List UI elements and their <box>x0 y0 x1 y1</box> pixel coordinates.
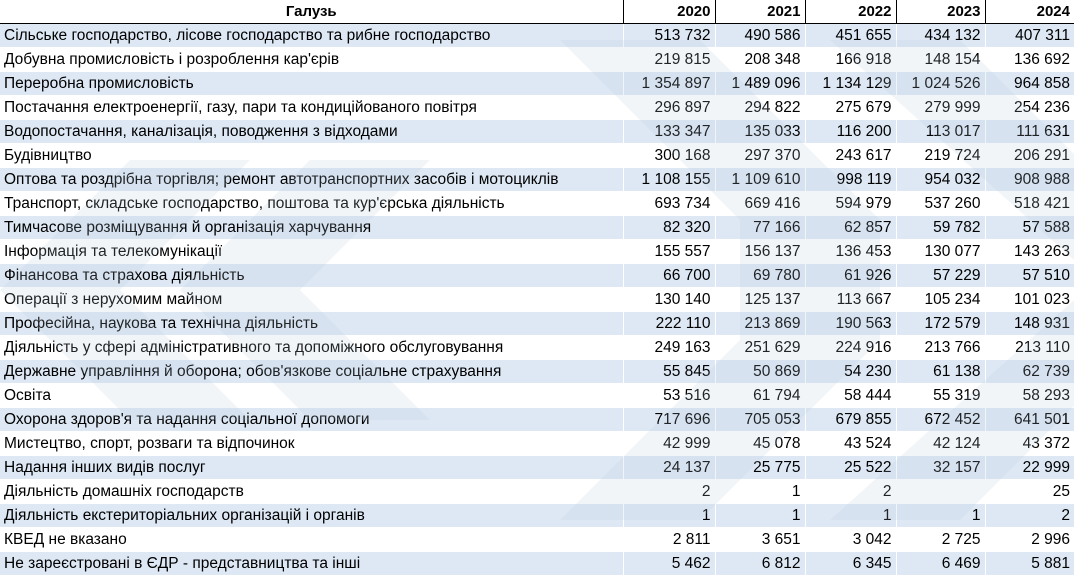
table-row <box>0 240 1074 264</box>
industry-name-cell: Не зареєстровані в ЄДР - представництва та інші <box>0 552 623 576</box>
value-cell-2022: 2 <box>805 480 896 504</box>
value-cell-2023: 219 724 <box>896 144 985 168</box>
value-cell-2024: 908 988 <box>985 168 1074 192</box>
value-cell-2024: 148 931 <box>985 312 1074 336</box>
value-cell-2020: 82 320 <box>623 216 715 240</box>
value-cell-2023: 57 229 <box>896 264 985 288</box>
value-cell-2023: 537 260 <box>896 192 985 216</box>
value-cell-2024: 964 858 <box>985 72 1074 96</box>
table-row <box>0 360 1074 384</box>
table-row <box>0 408 1074 432</box>
value-cell-2020: 296 897 <box>623 96 715 120</box>
value-cell-2020: 1 <box>623 504 715 528</box>
value-cell-2022: 998 119 <box>805 168 896 192</box>
value-cell-2021: 490 586 <box>715 24 805 48</box>
table-row <box>0 264 1074 288</box>
value-cell-2022: 190 563 <box>805 312 896 336</box>
table-body <box>0 24 1074 576</box>
header-row <box>0 0 1074 24</box>
value-cell-2021: 61 794 <box>715 384 805 408</box>
value-cell-2022: 1 <box>805 504 896 528</box>
table-row <box>0 528 1074 552</box>
table-row <box>0 48 1074 72</box>
value-cell-2021: 77 166 <box>715 216 805 240</box>
value-cell-2023: 434 132 <box>896 24 985 48</box>
table-row <box>0 288 1074 312</box>
value-cell-2021: 156 137 <box>715 240 805 264</box>
table-row <box>0 480 1074 504</box>
industry-name-cell: Професійна, наукова та технічна діяльність <box>0 312 623 336</box>
value-cell-2023: 148 154 <box>896 48 985 72</box>
industry-name-cell: Операції з нерухомим майном <box>0 288 623 312</box>
value-cell-2024: 254 236 <box>985 96 1074 120</box>
industry-name-cell: Переробна промисловість <box>0 72 623 96</box>
table-row <box>0 336 1074 360</box>
value-cell-2022: 136 453 <box>805 240 896 264</box>
value-cell-2024: 43 372 <box>985 432 1074 456</box>
industry-name-cell: Діяльність екстериторіальних організацій і органів <box>0 504 623 528</box>
value-cell-2022: 116 200 <box>805 120 896 144</box>
value-cell-2024: 111 631 <box>985 120 1074 144</box>
value-cell-2021: 669 416 <box>715 192 805 216</box>
value-cell-2024: 213 110 <box>985 336 1074 360</box>
value-cell-2023: 55 319 <box>896 384 985 408</box>
value-cell-2021: 45 078 <box>715 432 805 456</box>
value-cell-2021: 251 629 <box>715 336 805 360</box>
value-cell-2023: 61 138 <box>896 360 985 384</box>
header-year-2024: 2024 <box>985 0 1074 24</box>
industry-name-cell: Будівництво <box>0 144 623 168</box>
value-cell-2020: 42 999 <box>623 432 715 456</box>
value-cell-2020: 717 696 <box>623 408 715 432</box>
value-cell-2021: 25 775 <box>715 456 805 480</box>
table-row <box>0 456 1074 480</box>
table-row <box>0 432 1074 456</box>
value-cell-2024: 2 996 <box>985 528 1074 552</box>
value-cell-2024: 101 023 <box>985 288 1074 312</box>
value-cell-2023: 32 157 <box>896 456 985 480</box>
header-year-2020: 2020 <box>623 0 715 24</box>
table-row <box>0 552 1074 576</box>
value-cell-2020: 2 811 <box>623 528 715 552</box>
value-cell-2023: 105 234 <box>896 288 985 312</box>
industry-name-cell: Інформація та телекомунікації <box>0 240 623 264</box>
value-cell-2020: 513 732 <box>623 24 715 48</box>
value-cell-2023: 2 725 <box>896 528 985 552</box>
table-row <box>0 72 1074 96</box>
value-cell-2023: 279 999 <box>896 96 985 120</box>
value-cell-2021: 125 137 <box>715 288 805 312</box>
value-cell-2020: 1 354 897 <box>623 72 715 96</box>
value-cell-2024: 58 293 <box>985 384 1074 408</box>
value-cell-2020: 66 700 <box>623 264 715 288</box>
value-cell-2024: 57 510 <box>985 264 1074 288</box>
header-industry: Галузь <box>0 0 623 24</box>
value-cell-2022: 61 926 <box>805 264 896 288</box>
table-row <box>0 312 1074 336</box>
value-cell-2020: 693 734 <box>623 192 715 216</box>
table-row <box>0 96 1074 120</box>
value-cell-2020: 133 347 <box>623 120 715 144</box>
table-row <box>0 504 1074 528</box>
industry-name-cell: Добувна промисловість і розроблення кар'єрів <box>0 48 623 72</box>
table-row <box>0 120 1074 144</box>
industry-name-cell: Освіта <box>0 384 623 408</box>
value-cell-2022: 594 979 <box>805 192 896 216</box>
value-cell-2022: 43 524 <box>805 432 896 456</box>
value-cell-2021: 213 869 <box>715 312 805 336</box>
value-cell-2021: 135 033 <box>715 120 805 144</box>
value-cell-2020: 249 163 <box>623 336 715 360</box>
industry-name-cell: КВЕД не вказано <box>0 528 623 552</box>
value-cell-2022: 451 655 <box>805 24 896 48</box>
industry-name-cell: Охорона здоров'я та надання соціальної допомоги <box>0 408 623 432</box>
value-cell-2023: 1 024 526 <box>896 72 985 96</box>
value-cell-2022: 243 617 <box>805 144 896 168</box>
table-row <box>0 216 1074 240</box>
value-cell-2021: 1 109 610 <box>715 168 805 192</box>
header-year-2023: 2023 <box>896 0 985 24</box>
value-cell-2023: 213 766 <box>896 336 985 360</box>
value-cell-2022: 166 918 <box>805 48 896 72</box>
value-cell-2023: 172 579 <box>896 312 985 336</box>
industry-name-cell: Фінансова та страхова діяльність <box>0 264 623 288</box>
value-cell-2020: 130 140 <box>623 288 715 312</box>
value-cell-2023: 113 017 <box>896 120 985 144</box>
value-cell-2020: 222 110 <box>623 312 715 336</box>
value-cell-2022: 679 855 <box>805 408 896 432</box>
industry-name-cell: Транспорт, складське господарство, поштова та кур'єрська діяльність <box>0 192 623 216</box>
value-cell-2020: 2 <box>623 480 715 504</box>
value-cell-2022: 62 857 <box>805 216 896 240</box>
value-cell-2024: 22 999 <box>985 456 1074 480</box>
value-cell-2022: 3 042 <box>805 528 896 552</box>
value-cell-2023: 59 782 <box>896 216 985 240</box>
value-cell-2023 <box>896 480 985 504</box>
value-cell-2021: 297 370 <box>715 144 805 168</box>
industry-name-cell: Сільське господарство, лісове господарство та рибне господарство <box>0 24 623 48</box>
industry-name-cell: Діяльність у сфері адміністративного та допоміжного обслуговування <box>0 336 623 360</box>
value-cell-2023: 6 469 <box>896 552 985 576</box>
value-cell-2022: 1 134 129 <box>805 72 896 96</box>
table-row <box>0 144 1074 168</box>
table-row <box>0 168 1074 192</box>
value-cell-2024: 136 692 <box>985 48 1074 72</box>
value-cell-2021: 1 <box>715 504 805 528</box>
industry-name-cell: Оптова та роздрібна торгівля; ремонт автотранспортних засобів і мотоциклів <box>0 168 623 192</box>
value-cell-2024: 2 <box>985 504 1074 528</box>
value-cell-2022: 275 679 <box>805 96 896 120</box>
value-cell-2023: 42 124 <box>896 432 985 456</box>
table-row <box>0 192 1074 216</box>
value-cell-2023: 130 077 <box>896 240 985 264</box>
value-cell-2022: 58 444 <box>805 384 896 408</box>
value-cell-2020: 53 516 <box>623 384 715 408</box>
value-cell-2021: 1 489 096 <box>715 72 805 96</box>
value-cell-2022: 54 230 <box>805 360 896 384</box>
value-cell-2023: 954 032 <box>896 168 985 192</box>
value-cell-2024: 641 501 <box>985 408 1074 432</box>
industry-name-cell: Мистецтво, спорт, розваги та відпочинок <box>0 432 623 456</box>
value-cell-2020: 300 168 <box>623 144 715 168</box>
table-row <box>0 24 1074 48</box>
value-cell-2024: 25 <box>985 480 1074 504</box>
value-cell-2024: 143 263 <box>985 240 1074 264</box>
value-cell-2020: 219 815 <box>623 48 715 72</box>
industry-name-cell: Надання інших видів послуг <box>0 456 623 480</box>
value-cell-2023: 672 452 <box>896 408 985 432</box>
value-cell-2021: 6 812 <box>715 552 805 576</box>
industry-name-cell: Постачання електроенергії, газу, пари та кондиційованого повітря <box>0 96 623 120</box>
value-cell-2024: 62 739 <box>985 360 1074 384</box>
industry-name-cell: Тимчасове розміщування й організація харчування <box>0 216 623 240</box>
industry-name-cell: Державне управління й оборона; обов'язкове соціальне страхування <box>0 360 623 384</box>
industry-name-cell: Водопостачання, каналізація, поводження з відходами <box>0 120 623 144</box>
value-cell-2020: 55 845 <box>623 360 715 384</box>
table-row <box>0 384 1074 408</box>
value-cell-2021: 294 822 <box>715 96 805 120</box>
value-cell-2021: 1 <box>715 480 805 504</box>
value-cell-2022: 6 345 <box>805 552 896 576</box>
value-cell-2021: 705 053 <box>715 408 805 432</box>
value-cell-2021: 50 869 <box>715 360 805 384</box>
value-cell-2024: 57 588 <box>985 216 1074 240</box>
value-cell-2021: 208 348 <box>715 48 805 72</box>
value-cell-2024: 5 881 <box>985 552 1074 576</box>
value-cell-2022: 224 916 <box>805 336 896 360</box>
value-cell-2020: 24 137 <box>623 456 715 480</box>
value-cell-2022: 25 522 <box>805 456 896 480</box>
value-cell-2020: 1 108 155 <box>623 168 715 192</box>
industry-name-cell: Діяльність домашніх господарств <box>0 480 623 504</box>
header-year-2022: 2022 <box>805 0 896 24</box>
value-cell-2020: 5 462 <box>623 552 715 576</box>
value-cell-2022: 113 667 <box>805 288 896 312</box>
value-cell-2024: 407 311 <box>985 24 1074 48</box>
value-cell-2024: 518 421 <box>985 192 1074 216</box>
value-cell-2024: 206 291 <box>985 144 1074 168</box>
header-year-2021: 2021 <box>715 0 805 24</box>
value-cell-2023: 1 <box>896 504 985 528</box>
value-cell-2021: 3 651 <box>715 528 805 552</box>
value-cell-2021: 69 780 <box>715 264 805 288</box>
value-cell-2020: 155 557 <box>623 240 715 264</box>
